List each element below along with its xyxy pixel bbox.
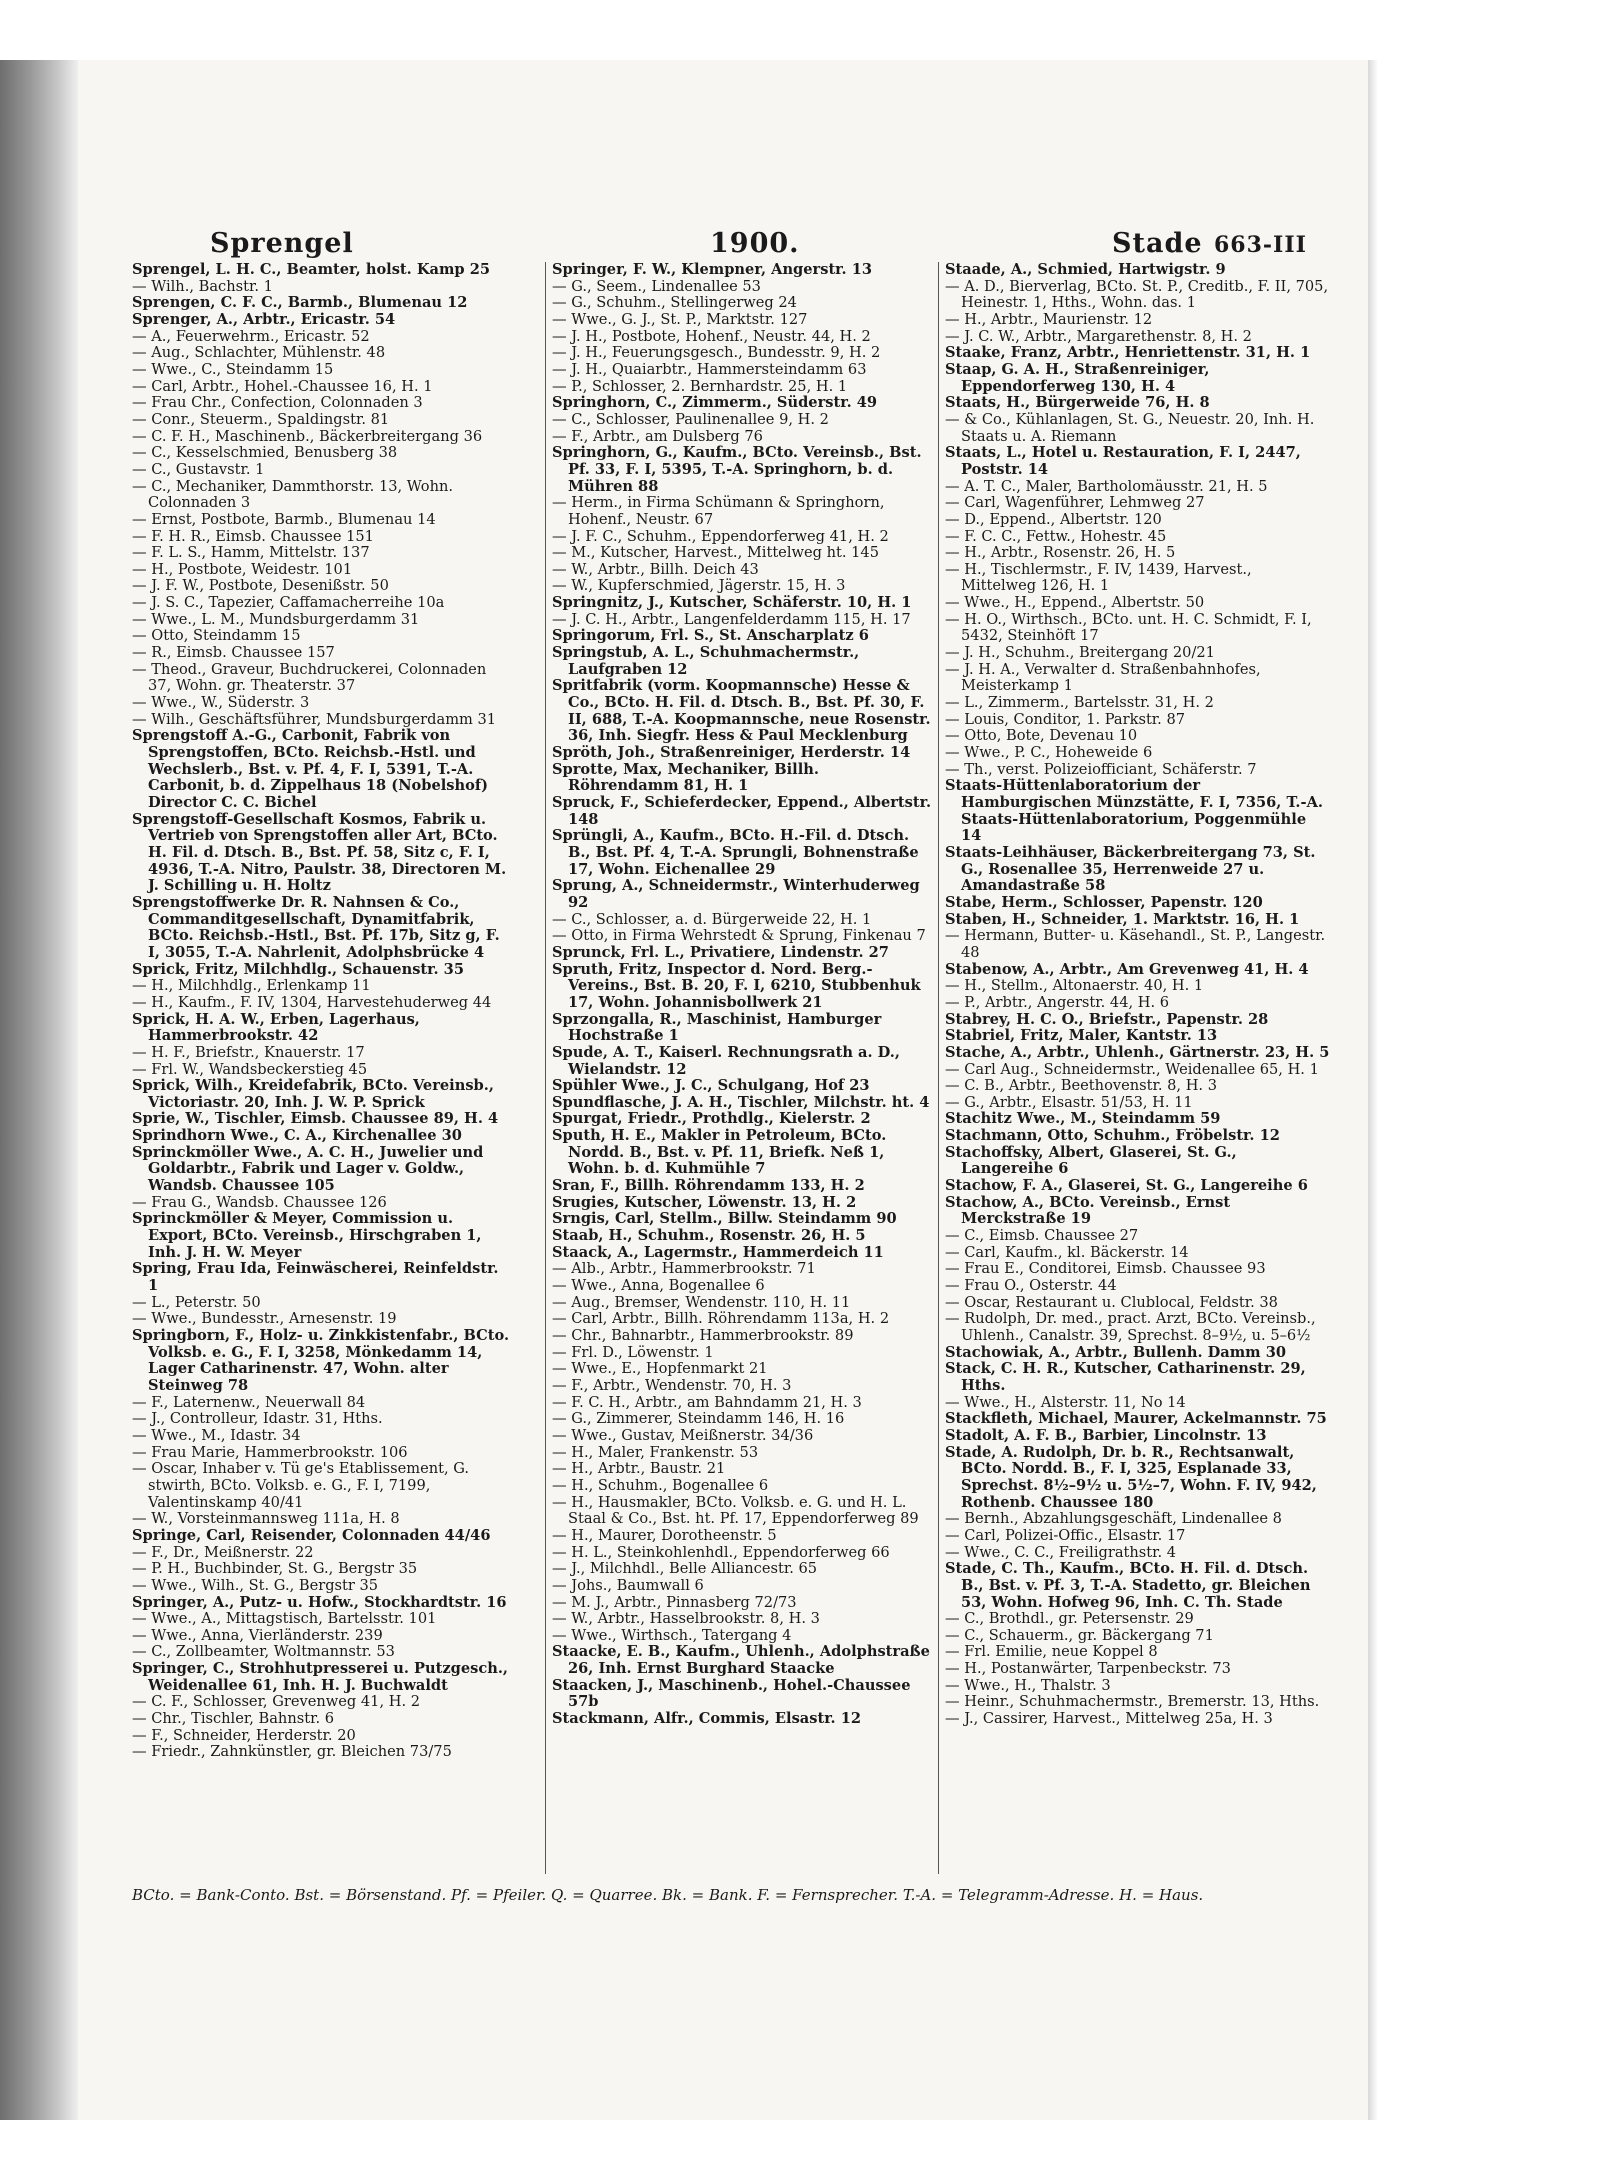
directory-entry: Sprie, W., Tischler, Eimsb. Chaussee 89, H. 4 [132,1110,499,1128]
column-divider [938,262,939,1874]
directory-entry: — R., Eimsb. Chaussee 157 [132,644,335,662]
directory-entry: Sprung, A., Schneidermstr., Winterhuderweg 92 [552,877,920,911]
directory-entry: Springer, F. W., Klempner, Angerstr. 13 [552,261,873,278]
directory-entry: — Carl Aug., Schneidermstr., Weidenallee 65, H. 1 [945,1060,1319,1078]
directory-entry: — Wwe., C., Steindamm 15 [132,360,334,378]
directory-entry: — Aug., Schlachter, Mühlenstr. 48 [132,344,386,362]
directory-entry: — A. D., Bierverlag, BCto. St. P., Creditb., F. II, 705, Heinestr. 1, Hths., Wohn. das. 1 [945,277,1329,312]
directory-entry: — Frl. W., Wandsbeckerstieg 45 [132,1060,368,1078]
directory-entry: — H., Tischlermstr., F. IV, 1439, Harvest., Mittelweg 126, H. 1 [945,560,1252,595]
directory-entry: — G., Arbtr., Elsastr. 51/53, H. 11 [945,1093,1193,1111]
directory-entry: — P., Schlosser, 2. Bernhardstr. 25, H. 1 [552,377,848,395]
directory-entry: — M., Kutscher, Harvest., Mittelweg ht. 145 [552,544,879,562]
directory-entry: — C., Kesselschmied, Benusberg 38 [132,444,398,462]
directory-entry: Staacke, E. B., Kaufm., Uhlenh., Adolphstraße 26, Inh. Ernst Burghard Staacke [552,1643,930,1678]
directory-entry: Staap, G. A. H., Straßenreiniger, Eppendorferweg 130, H. 4 [945,360,1210,395]
directory-entry: Sprenger, A., Arbtr., Ericastr. 54 [132,310,396,328]
directory-entry: Stabriel, Fritz, Maler, Kantstr. 13 [945,1027,1218,1045]
running-head-year: 1900. [710,228,800,259]
directory-entry: — W., Arbtr., Hasselbrookstr. 8, H. 3 [552,1610,820,1628]
directory-entry: Staab, H., Schuhm., Rosenstr. 26, H. 5 [552,1227,866,1245]
directory-entry: — D., Eppend., Albertstr. 120 [945,510,1162,528]
directory-entry: — F., Laternenw., Neuerwall 84 [132,1393,366,1411]
directory-entry: — Carl, Arbtr., Billh. Röhrendamm 113a, H. 2 [552,1310,890,1328]
directory-entry: Srugies, Kutscher, Löwenstr. 13, H. 2 [552,1193,857,1211]
directory-entry: Staats, L., Hotel u. Restauration, F. I, 2447, Poststr. 14 [945,444,1301,478]
directory-entry: — Otto, Bote, Devenau 10 [945,727,1138,745]
directory-entry: Stack, C. H. R., Kutscher, Catharinenstr. 29, Hths. [945,1360,1306,1394]
directory-entry: — Wwe., Anna, Bogenallee 6 [552,1277,765,1295]
directory-entry: — F., Schneider, Herderstr. 20 [132,1726,356,1744]
directory-entry: — J. H., Quaiarbtr., Hammersteindamm 63 [552,360,867,378]
directory-entry: Stackfleth, Michael, Maurer, Ackelmannstr. 75 [945,1410,1327,1428]
directory-entry: Staake, Franz, Arbtr., Henriettenstr. 31, H. 1 [945,344,1311,362]
directory-entry: — F. L. S., Hamm, Mittelstr. 137 [132,544,370,562]
directory-entry: — F. C. C., Fettw., Hohestr. 45 [945,527,1167,545]
directory-entry: Springe, Carl, Reisender, Colonnaden 44/46 [132,1526,491,1544]
directory-entry: — Th., verst. Polizeiofficiant, Schäferstr. 7 [945,760,1257,778]
page-number: 663-III [1214,232,1307,258]
running-head-last-word: Stade [1112,228,1203,259]
directory-entry: — Ernst, Postbote, Barmb., Blumenau 14 [132,510,436,528]
directory-entry: — Carl, Kaufm., kl. Bäckerstr. 14 [945,1243,1189,1261]
directory-entry: — H. L., Steinkohlenhdl., Eppendorferweg 66 [552,1543,890,1561]
directory-entry: — J. F. W., Postbote, Desenißstr. 50 [132,577,389,595]
directory-entry: Sprick, Wilh., Kreidefabrik, BCto. Vereinsb., Victoriastr. 20, Inh. J. W. P. Sprick [132,1077,494,1111]
directory-entry: Stackmann, Alfr., Commis, Elsastr. 12 [552,1710,862,1728]
directory-entry: — J. H., Schuhm., Breitergang 20/21 [945,644,1215,662]
directory-entry: — C., Zollbeamter, Woltmannstr. 53 [132,1643,395,1661]
directory-entry: Sran, F., Billh. Röhrendamm 133, H. 2 [552,1177,865,1195]
directory-entry: Spritfabrik (vorm. Koopmannsche) Hesse & Co., BCto. H. Fil. d. Dtsch. B., Bst. Pf. 30, F. II, 688, T.-A. Koopmannsche, neue Rosenstr. 36, Inh. Siegfr. Hess & Paul Mecklenburg [552,677,931,745]
directory-entry: — Chr., Bahnarbtr., Hammerbrookstr. 89 [552,1327,854,1344]
directory-entry: — Heinr., Schuhmachermstr., Bremerstr. 13, Hths. [945,1693,1320,1711]
directory-entry: Stache, A., Arbtr., Uhlenh., Gärtnerstr. 23, H. 5 [945,1043,1330,1061]
directory-entry: — G., Seem., Lindenallee 53 [552,277,761,295]
directory-entry: — W., Kupferschmied, Jägerstr. 15, H. 3 [552,577,846,595]
directory-column-2 [552,262,932,1728]
directory-entry: Springer, C., Strohhutpresserei u. Putzgesch., Weidenallee 61, Inh. H. J. Buchwaldt [132,1660,508,1694]
directory-entry: Staats, H., Bürgerweide 76, H. 8 [945,394,1210,412]
directory-entry: — H., Stellm., Altonaerstr. 40, H. 1 [945,977,1204,995]
directory-entry: — Friedr., Zahnkünstler, gr. Bleichen 73/75 [132,1743,452,1761]
directory-entry: — H., Arbtr., Baustr. 21 [552,1460,726,1478]
directory-entry: — F., Dr., Meißnerstr. 22 [132,1543,314,1561]
directory-entry: Sprengel, L. H. C., Beamter, holst. Kamp 25 [132,261,491,278]
running-head-first-word: Sprengel [210,228,354,259]
directory-entry: — C., Eimsb. Chaussee 27 [945,1227,1139,1245]
directory-entry: Spröth, Joh., Straßenreiniger, Herderstr. 14 [552,744,911,762]
directory-entry: — Aug., Bremser, Wendenstr. 110, H. 11 [552,1293,851,1311]
directory-entry: Sprick, H. A. W., Erben, Lagerhaus, Hammerbrookstr. 42 [132,1010,420,1045]
directory-entry: Stachoffsky, Albert, Glaserei, St. G., Langereihe 6 [945,1143,1237,1178]
directory-entry: Sprunck, Frl. L., Privatiere, Lindenstr. 27 [552,943,889,961]
directory-entry: — C., Schlosser, Paulinenallee 9, H. 2 [552,410,829,428]
directory-entry: Spruth, Fritz, Inspector d. Nord. Berg.-Vereins., Bst. B. 20, F. I, 6210, Stubbenhuk 17, Wohn. Johannisbollwerk 21 [552,960,921,1011]
directory-entry: Springhorn, G., Kaufm., BCto. Vereinsb., Bst. Pf. 33, F. I, 5395, T.-A. Springhorn, b. d. Mühren 88 [552,444,922,495]
directory-entry: Spruck, F., Schieferdecker, Eppend., Albertstr. 148 [552,794,932,828]
directory-entry: — H. O., Wirthsch., BCto. unt. H. C. Schmidt, F. I, 5432, Steinhöft 17 [945,610,1312,645]
directory-entry: — Wilh., Bachstr. 1 [132,277,273,295]
directory-entry: — Wwe., E., Hopfenmarkt 21 [552,1360,768,1378]
page-edge [1368,60,1378,2120]
directory-entry: — G., Zimmerer, Steindamm 146, H. 16 [552,1410,845,1428]
directory-entry: Sprick, Fritz, Milchhdlg., Schauenstr. 35 [132,960,464,978]
directory-entry: — G., Schuhm., Stellingerweg 24 [552,294,797,312]
directory-entry: — Wilh., Geschäftsführer, Mundsburgerdamm 31 [132,710,497,728]
directory-entry: Stabenow, A., Arbtr., Am Grevenweg 41, H. 4 [945,960,1309,978]
directory-entry: — A., Feuerwehrm., Ericastr. 52 [132,327,370,345]
column-divider [545,262,546,1874]
directory-entry: Sprinckmöller Wwe., A. C. H., Juwelier und Goldarbtr., Fabrik und Lager v. Goldw., Wandsb. Chaussee 105 [132,1143,484,1195]
directory-entry: — H., Kaufm., F. IV, 1304, Harvestehuderweg 44 [132,993,492,1011]
directory-entry: — C., Brothdl., gr. Petersenstr. 29 [945,1610,1194,1628]
directory-entry: — Wwe., Bundesstr., Arnesenstr. 19 [132,1310,397,1328]
directory-entry: Staats-Hüttenlaboratorium der Hamburgischen Münzstätte, F. I, 7356, T.-A. Staats-Hüttenlaboratorium, Poggenmühle 14 [945,777,1323,845]
directory-entry: — C., Mechaniker, Dammthorstr. 13, Wohn. Colonnaden 3 [132,477,454,512]
directory-entry: — Wwe., Anna, Vierländerstr. 239 [132,1626,383,1644]
directory-entry: Staack, A., Lagermstr., Hammerdeich 11 [552,1243,884,1261]
directory-entry: Srngis, Carl, Stellm., Billw. Steindamm 90 [552,1210,897,1228]
directory-entry: Sprotte, Max, Mechaniker, Billh. Röhrendamm 81, H. 1 [552,760,819,795]
directory-entry: — Rudolph, Dr. med., pract. Arzt, BCto. Vereinsb., Uhlenh., Canalstr. 39, Sprechst. 8–9½, u. 5–6½ [945,1310,1316,1344]
directory-entry: — Oscar, Restaurant u. Clublocal, Feldstr. 38 [945,1293,1278,1311]
directory-entry: — Herm., in Firma Schümann & Springhorn, Hohenf., Neustr. 67 [552,494,885,528]
directory-entry: — Hermann, Butter- u. Käsehandl., St. P., Langestr. 48 [945,927,1326,961]
directory-entry: — L., Zimmerm., Bartelsstr. 31, H. 2 [945,694,1214,712]
directory-entry: — J. H. A., Verwalter d. Straßenbahnhofes, Meisterkamp 1 [945,660,1261,695]
directory-entry: Stade, A. Rudolph, Dr. b. R., Rechtsanwalt, BCto. Nordd. B., F. I, 325, Esplanade 33, Sprechst. 8½–9½ u. 5½–7, Wohn. F. IV, 942, Rothenb. Chaussee 180 [945,1443,1317,1511]
directory-entry: — J. H., Feuerungsgesch., Bundesstr. 9, H. 2 [552,344,881,362]
directory-entry: — Wwe., L. M., Mundsburgerdamm 31 [132,610,420,628]
directory-entry: Springborn, F., Holz- u. Zinkkistenfabr., BCto. Volksb. e. G., F. I, 3258, Mönkedamm 14, Lager Catharinenstr. 47, Wohn. alter Steinweg 78 [132,1327,510,1394]
directory-entry: — C., Schauerm., gr. Bäckergang 71 [945,1626,1214,1644]
directory-entry: Sputh, H. E., Makler in Petroleum, BCto. Nordd. B., Bst. v. Pf. 11, Briefk. Neß 1, Wohn. b. d. Kuhmühle 7 [552,1127,887,1178]
directory-entry: — M. J., Arbtr., Pinnasberg 72/73 [552,1593,797,1611]
directory-entry: Stachow, F. A., Glaserei, St. G., Langereihe 6 [945,1177,1308,1195]
directory-entry: — H., Maler, Frankenstr. 53 [552,1443,759,1461]
directory-entry: Stachowiak, A., Arbtr., Bullenh. Damm 30 [945,1343,1287,1361]
directory-entry: — Theod., Graveur, Buchdruckerei, Colonnaden 37, Wohn. gr. Theaterstr. 37 [132,660,487,695]
directory-entry: — Wwe., H., Eppend., Albertstr. 50 [945,594,1205,612]
directory-entry: — W., Arbtr., Billh. Deich 43 [552,560,759,578]
directory-entry: Staats-Leihhäuser, Bäckerbreitergang 73, St. G., Rosenallee 35, Herrenweide 27 u. Amandastraße 58 [945,843,1316,895]
directory-entry: — J. C. W., Arbtr., Margarethenstr. 8, H. 2 [945,327,1252,345]
directory-entry: Springer, A., Putz- u. Hofw., Stockhardtstr. 16 [132,1593,507,1611]
directory-entry: Spude, A. T., Kaiserl. Rechnungsrath a. D., Wielandstr. 12 [552,1043,900,1078]
directory-entry: — J. H., Postbote, Hohenf., Neustr. 44, H. 2 [552,327,871,345]
directory-entry: — F. C. H., Arbtr., am Bahndamm 21, H. 3 [552,1393,862,1411]
directory-entry: — Wwe., G. J., St. P., Marktstr. 127 [552,310,808,328]
directory-entry: Stade, C. Th., Kaufm., BCto. H. Fil. d. Dtsch. B., Bst. v. Pf. 3, T.-A. Stadetto, gr. Bleichen 53, Wohn. Hofweg 96, Inh. C. Th. Stade [945,1560,1311,1611]
directory-entry: — Wwe., Wirthsch., Tatergang 4 [552,1626,792,1644]
directory-entry: — Bernh., Abzahlungsgeschäft, Lindenallee 8 [945,1510,1282,1528]
directory-entry: Staben, H., Schneider, 1. Marktstr. 16, H. 1 [945,910,1300,928]
directory-entry: — Wwe., A., Mittagstisch, Bartelsstr. 101 [132,1610,437,1628]
directory-entry: — Wwe., Wilh., St. G., Bergstr 35 [132,1576,379,1594]
directory-entry: — C., Schlosser, a. d. Bürgerweide 22, H. 1 [552,910,872,928]
directory-entry: — Otto, Steindamm 15 [132,627,301,645]
directory-entry: Sprüngli, A., Kaufm., BCto. H.-Fil. d. Dtsch. B., Bst. Pf. 4, T.-A. Sprungli, Bohnenstraße 17, Wohn. Eichenallee 29 [552,827,919,878]
directory-entry: — H., Postanwärter, Tarpenbeckstr. 73 [945,1660,1231,1678]
directory-entry: — J., Cassirer, Harvest., Mittelweg 25a, H. 3 [945,1710,1273,1728]
directory-entry: — Frau E., Conditorei, Eimsb. Chaussee 93 [945,1260,1266,1278]
directory-entry: — L., Peterstr. 50 [132,1293,261,1311]
directory-entry: Sprindhorn Wwe., C. A., Kirchenallee 30 [132,1127,462,1145]
directory-entry: — Chr., Tischler, Bahnstr. 6 [132,1710,335,1728]
directory-entry: Sprzongalla, R., Maschinist, Hamburger Hochstraße 1 [552,1010,882,1045]
directory-entry: Stachow, A., BCto. Vereinsb., Ernst Merckstraße 19 [945,1193,1231,1228]
directory-entry: Stabe, Herm., Schlosser, Papenstr. 120 [945,893,1263,911]
directory-entry: — Wwe., M., Idastr. 34 [132,1426,301,1444]
directory-entry: — H. F., Briefstr., Knauerstr. 17 [132,1043,365,1061]
directory-entry: — Otto, in Firma Wehrstedt & Sprung, Finkenau 7 [552,927,926,945]
directory-entry: Sprengstoffwerke Dr. R. Nahnsen & Co., Commanditgesellschaft, Dynamitfabrik, BCto. Reichsb.-Hstl., Bst. Pf. 17b, Sitz g, F. I, 3055, T.-A. Nahrlenit, Adolphsbrücke 4 [132,893,500,961]
directory-entry: — Carl, Polizei-Offic., Elsastr. 17 [945,1526,1186,1544]
directory-entry: — Wwe., C. C., Freiligrathstr. 4 [945,1543,1177,1561]
directory-entry: — H., Schuhm., Bogenallee 6 [552,1476,769,1494]
directory-entry: — C. F., Schlosser, Grevenweg 41, H. 2 [132,1693,421,1711]
directory-entry: — Frau G., Wandsb. Chaussee 126 [132,1193,387,1211]
directory-entry: — F., Arbtr., am Dulsberg 76 [552,427,763,445]
directory-entry: — Frl. Emilie, neue Koppel 8 [945,1643,1158,1661]
directory-entry: Spurgat, Friedr., Prothdlg., Kielerstr. 2 [552,1110,871,1128]
directory-entry: Stachmann, Otto, Schuhm., Fröbelstr. 12 [945,1127,1280,1145]
directory-entry: — C. B., Arbtr., Beethovenstr. 8, H. 3 [945,1077,1217,1095]
directory-entry: — Frl. D., Löwenstr. 1 [552,1343,714,1361]
directory-entry: — J. S. C., Tapezier, Caffamacherreihe 10a [132,594,445,612]
directory-entry: — H., Maurer, Dorotheenstr. 5 [552,1526,777,1544]
directory-column-3 [945,262,1330,1728]
directory-entry: — Conr., Steuerm., Spaldingstr. 81 [132,410,390,428]
directory-entry: — Wwe., W., Süderstr. 3 [132,694,310,712]
directory-entry: — H., Arbtr., Maurienstr. 12 [945,310,1153,328]
directory-entry: — H., Milchhdlg., Erlenkamp 11 [132,977,371,995]
directory-entry: — P. H., Buchbinder, St. G., Bergstr 35 [132,1560,418,1578]
directory-entry: — Frau Chr., Confection, Colonnaden 3 [132,394,423,412]
directory-entry: Springorum, Frl. S., St. Anscharplatz 6 [552,627,869,645]
directory-entry: — H., Postbote, Weidestr. 101 [132,560,353,578]
directory-entry: — H., Arbtr., Rosenstr. 26, H. 5 [945,544,1176,562]
directory-entry: Sprengstoff-Gesellschaft Kosmos, Fabrik u. Vertrieb von Sprengstoffen aller Art, BCto. H. Fil. d. Dtsch. B., Bst. Pf. 58, Sitz c, F. I, 4936, T.-A. Nitro, Paulstr. 38, Directoren M. J. Schilling u. H. Holtz [132,810,507,895]
directory-entry: — C. F. H., Maschinenb., Bäckerbreitergang 36 [132,427,483,445]
directory-entry: — C., Gustavstr. 1 [132,460,265,478]
directory-entry: — Oscar, Inhaber v. Tü ge's Etablissement, G. stwirth, BCto. Volksb. e. G., F. I, 7199, Valentinskamp 40/41 [132,1460,470,1511]
directory-entry: Spundflasche, J. A. H., Tischler, Milchstr. ht. 4 [552,1093,930,1111]
directory-entry: — J., Milchhdl., Belle Alliancestr. 65 [552,1560,818,1578]
directory-entry: — W., Vorsteinmannsweg 111a, H. 8 [132,1510,400,1528]
book-binding-shadow [0,60,78,2120]
directory-entry: — J., Controlleur, Idastr. 31, Hths. [132,1410,383,1428]
directory-entry: Sprengen, C. F. C., Barmb., Blumenau 12 [132,294,468,312]
directory-entry: — F., Arbtr., Wendenstr. 70, H. 3 [552,1376,792,1394]
directory-column-1 [132,262,512,1761]
directory-entry: Stachitz Wwe., M., Steindamm 59 [945,1110,1221,1128]
directory-entry: — Frau Marie, Hammerbrookstr. 106 [132,1443,408,1461]
directory-entry: Springhorn, C., Zimmerm., Süderstr. 49 [552,394,878,412]
directory-entry: — J. F. C., Schuhm., Eppendorferweg 41, H. 2 [552,527,889,545]
directory-entry: — Wwe., H., Alsterstr. 11, No 14 [945,1393,1186,1411]
directory-entry: — P., Arbtr., Angerstr. 44, H. 6 [945,993,1170,1011]
abbreviation-legend: BCto. = Bank-Conto. Bst. = Börsenstand. Pf. = Pfeiler. Q. = Quarree. Bk. = Bank. F. = Fernsprecher. T.-A. = Telegramm-Adresse. H. = Haus. [132,1886,1204,1904]
directory-entry: Springstub, A. L., Schuhmachermstr., Laufgraben 12 [552,644,860,678]
directory-entry: — Carl, Arbtr., Hohel.-Chaussee 16, H. 1 [132,377,433,395]
directory-entry: — Louis, Conditor, 1. Parkstr. 87 [945,710,1186,728]
directory-entry: Stabrey, H. C. O., Briefstr., Papenstr. 28 [945,1010,1269,1028]
directory-entry: Stadolt, A. F. B., Barbier, Lincolnstr. 13 [945,1426,1267,1444]
directory-entry: Sprengstoff A.-G., Carbonit, Fabrik von Sprengstoffen, BCto. Reichsb.-Hstl. und Wechslerb., Bst. v. Pf. 4, F. I, 5391, T.-A. Carbonit, b. d. Zippelhaus 18 (Nobelshof) Director C. C. Bichel [132,727,489,811]
directory-entry: — F. H. R., Eimsb. Chaussee 151 [132,527,374,545]
directory-entry: Springnitz, J., Kutscher, Schäferstr. 10, H. 1 [552,594,912,612]
directory-entry: Staade, A., Schmied, Hartwigstr. 9 [945,261,1226,278]
directory-entry: — H., Hausmakler, BCto. Volksb. e. G. und H. L. Staal & Co., Bst. ht. Pf. 17, Eppendorferweg 89 [552,1493,919,1528]
directory-entry: Staacken, J., Maschinenb., Hohel.-Chaussee 57b [552,1676,911,1711]
directory-entry: — Carl, Wagenführer, Lehmweg 27 [945,494,1205,512]
directory-entry: Spühler Wwe., J. C., Schulgang, Hof 23 [552,1077,870,1095]
directory-entry: Spring, Frau Ida, Feinwäscherei, Reinfeldstr. 1 [132,1260,499,1295]
directory-entry: — Wwe., P. C., Hoheweide 6 [945,744,1153,762]
directory-entry: — Alb., Arbtr., Hammerbrookstr. 71 [552,1260,816,1278]
directory-entry: — Frau O., Osterstr. 44 [945,1277,1117,1295]
directory-entry: — Johs., Baumwall 6 [552,1576,704,1594]
directory-entry: — Wwe., Gustav, Meißnerstr. 34/36 [552,1426,814,1444]
directory-entry: — A. T. C., Maler, Bartholomäusstr. 21, H. 5 [945,477,1268,495]
directory-entry: Sprinckmöller & Meyer, Commission u. Export, BCto. Vereinsb., Hirschgraben 1, Inh. J. H. W. Meyer [132,1210,482,1261]
directory-entry: — Wwe., H., Thalstr. 3 [945,1676,1111,1694]
directory-entry: — J. C. H., Arbtr., Langenfelderdamm 115, H. 17 [552,610,911,628]
directory-entry: — & Co., Kühlanlagen, St. G., Neuestr. 20, Inh. H. Staats u. A. Riemann [945,410,1315,445]
